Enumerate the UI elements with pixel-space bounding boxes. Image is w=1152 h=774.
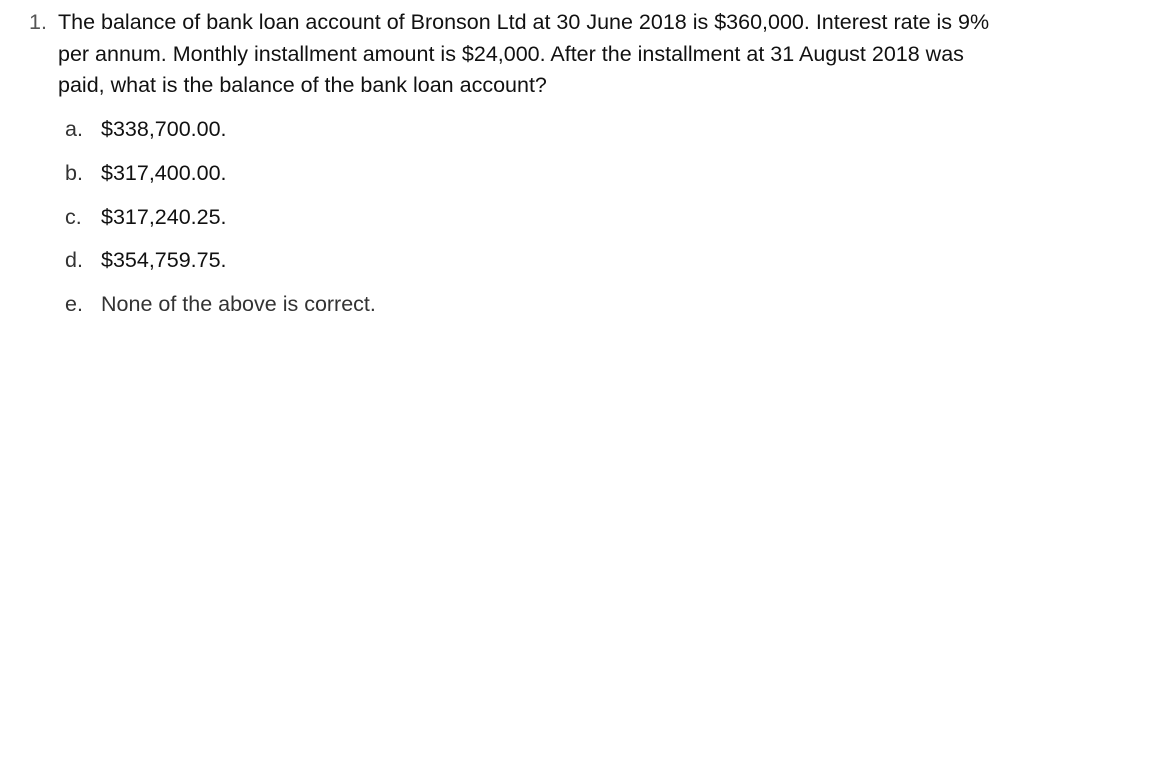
- option-e[interactable]: [65, 289, 376, 333]
- question-row: [29, 7, 1009, 102]
- answer-options: [65, 114, 376, 333]
- option-d[interactable]: [65, 245, 376, 289]
- option-a[interactable]: [65, 114, 376, 158]
- option-letter: c.: [65, 204, 82, 229]
- option-text: $354,759.75.: [101, 248, 227, 273]
- option-c[interactable]: [65, 202, 376, 246]
- question-text: The balance of bank loan account of Bronson Ltd at 30 June 2018 is $360,000. Interest rate is 9% per annum. Monthly installment amount is $24,000. After the installment at 31 August 2018 was paid, what is the balance of the bank loan account?: [58, 10, 990, 97]
- option-b[interactable]: [65, 158, 376, 202]
- option-text: $317,240.25.: [101, 204, 227, 229]
- option-letter: e.: [65, 292, 83, 317]
- option-letter: b.: [65, 160, 83, 185]
- question-block: [29, 7, 1009, 102]
- option-letter: a.: [65, 117, 83, 141]
- option-letter: d.: [65, 248, 83, 273]
- option-text: $338,700.00.: [101, 117, 227, 141]
- question-number: 1.: [29, 10, 47, 34]
- option-text: None of the above is correct.: [101, 292, 376, 317]
- option-text: $317,400.00.: [101, 160, 227, 185]
